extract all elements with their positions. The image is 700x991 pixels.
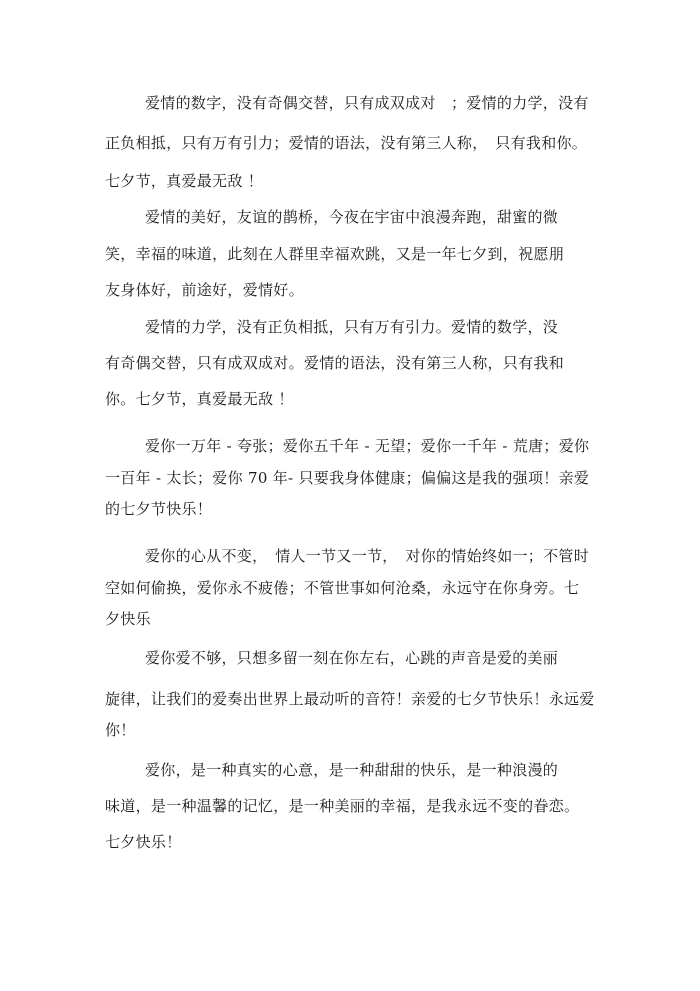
paragraph-2-line-3: 友身体好，前途好，爱情好。: [105, 281, 304, 299]
paragraph-3-line-3: 你。七夕节，真爱最无敌 ！: [105, 390, 294, 408]
paragraph-2-line-1: 爱情的美好，友谊的鹊桥，今夜在宇宙中浪漫奔跑，甜蜜的微: [145, 208, 559, 226]
paragraph-6-line-1: 爱你爱不够，只想多留一刻在你左右，心跳的声音是爱的美丽: [145, 649, 559, 667]
paragraph-7-line-3: 七夕快乐！: [105, 833, 182, 851]
paragraph-7-line-1: 爱你，是一种真实的心意，是一种甜甜的快乐，是一种浪漫的: [145, 761, 559, 779]
paragraph-5-line-3: 夕快乐: [105, 610, 151, 628]
paragraph-5-line-2: 空如何偷换，爱你永不疲倦；不管世事如何沧桑，永远守在你身旁。七: [105, 579, 580, 597]
paragraph-4-line-1: 爱你一万年 - 夸张；爱你五千年 - 无望；爱你一千年 - 荒唐；爱你: [145, 437, 590, 455]
paragraph-1-line-3: 七夕节，真爱最无敌 ！: [105, 172, 264, 190]
paragraph-2-line-2: 笑，幸福的味道，此刻在人群里幸福欢跳，又是一年七夕到，祝愿朋: [105, 245, 565, 263]
paragraph-7-line-2: 味道，是一种温馨的记忆，是一种美丽的幸福，是我永远不变的眷恋。: [105, 797, 580, 815]
paragraph-3-line-2: 有奇偶交替，只有成双成对。爱情的语法，没有第三人称，只有我和: [105, 354, 565, 372]
paragraph-1-line-2: 正负相抵，只有万有引力；爱情的语法，没有第三人称， 只有我和你。: [105, 134, 588, 152]
paragraph-5-line-1: 爱你的心从不变， 情人一节又一节， 对你的情始终如一；不管时: [145, 547, 590, 565]
paragraph-6-line-2: 旋律，让我们的爱奏出世界上最动听的音符！亲爱的七夕节快乐！永远爱: [105, 690, 595, 708]
paragraph-1-line-1: 爱情的数字，没有奇偶交替，只有成双成对 ；爱情的力学，没有: [145, 94, 589, 112]
paragraph-3-line-1: 爱情的力学，没有正负相抵，只有万有引力。爱情的数学，没: [145, 318, 559, 336]
paragraph-4-line-3: 的七夕节快乐！: [105, 500, 213, 518]
paragraph-4-line-2: 一百年 - 太长；爱你 70 年- 只要我身体健康；偏偏这是我的强项！亲爱: [105, 469, 590, 487]
paragraph-6-line-3: 你！: [105, 721, 136, 739]
